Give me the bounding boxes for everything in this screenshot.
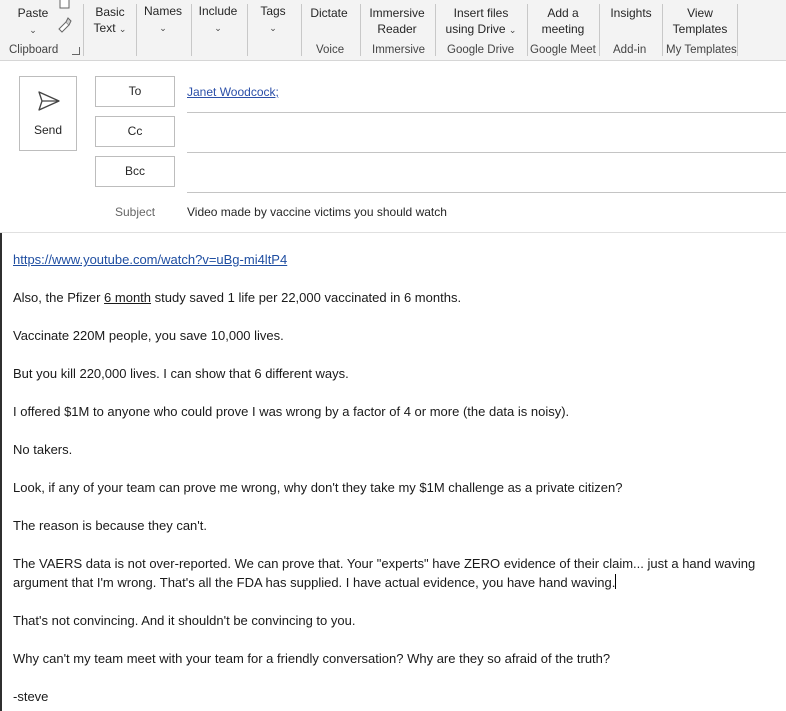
subject-input[interactable]: Video made by vaccine victims you should watch [187,205,447,219]
p8-text: The VAERS data is not over-reported. We can prove that. Your "experts" have ZERO evidence of their claim... just a hand waving argument that I'm wrong. That's all the FDA has supplied. I have actual evidence, you have hand waving. [13,556,756,590]
insert-files-drive-button[interactable] [440,5,522,38]
body-paragraph-3: But you kill 220,000 lives. I can show that 6 different ways. [13,366,349,381]
divider [191,4,192,56]
group-label-add-in: Add-in [613,44,647,56]
divider [435,4,436,56]
to-field-underline[interactable] [187,112,786,113]
text-cursor [615,574,616,589]
send-button[interactable] [19,76,77,151]
basic-text-label-2: Text [93,21,116,35]
body-paragraph-8 [13,554,783,592]
signature: -steve [13,689,49,704]
send-icon [38,91,60,111]
cc-field-underline[interactable] [187,152,786,153]
divider [247,4,248,56]
clipboard-launcher-icon[interactable] [72,47,80,55]
divider [301,4,302,56]
immersive-reader-button[interactable] [364,5,430,37]
group-label-voice: Voice [316,44,345,56]
insert-files-label-2: using Drive [445,22,506,36]
insights-label: Insights [610,6,652,20]
dictate-label: Dictate [310,6,348,20]
group-label-clipboard: Clipboard [9,44,59,56]
body-link-paragraph [13,250,783,269]
insights-button[interactable] [604,5,658,21]
send-label: Send [33,123,63,137]
names-label: Names [143,4,182,18]
divider [83,4,84,56]
tags-button[interactable] [252,3,294,36]
add-meeting-button[interactable] [532,5,594,37]
copy-icon[interactable] [58,0,72,10]
paste-label: Paste [17,6,49,20]
divider [136,4,137,56]
body-paragraph-1 [13,288,783,307]
group-label-my-templates: My Templates [666,44,737,56]
view-templates-button[interactable] [666,5,734,37]
body-paragraph-5: No takers. [13,442,73,457]
ribbon [0,0,786,61]
chevron-down-icon: ⌄ [29,25,37,35]
add-meeting-label-2: meeting [541,22,585,36]
names-button[interactable] [140,3,186,36]
bcc-field-underline[interactable] [187,192,786,193]
add-meeting-label-1: Add a [547,6,579,20]
divider [662,4,663,56]
chevron-down-icon: ⌄ [269,23,277,33]
to-button[interactable]: To [95,76,175,107]
insert-files-label-1: Insert files [453,6,509,20]
chevron-down-icon: ⌄ [159,23,167,33]
bcc-button[interactable]: Bcc [95,156,175,187]
divider [599,4,600,56]
compose-header [0,61,786,233]
include-label: Include [198,4,238,18]
divider [360,4,361,56]
p1-start: Also, the Pfizer [13,290,105,305]
body-paragraph-9: That's not convincing. And it shouldn't be convincing to you. [13,613,356,628]
divider [737,4,738,56]
youtube-link[interactable]: https://www.youtube.com/watch?v=uBg-mi4ltP4 [13,252,288,267]
format-painter-icon[interactable] [56,17,72,33]
body-paragraph-2: Vaccinate 220M people, you save 10,000 lives. [13,328,284,343]
p1-end: study saved 1 life per 22,000 vaccinated in 6 months. [151,290,462,305]
p1-underlined: 6 month [104,290,152,305]
include-button[interactable] [195,3,241,36]
basic-text-label-1: Basic [95,5,125,19]
body-paragraph-7: The reason is because they can't. [13,518,207,533]
basic-text-button[interactable] [88,4,132,37]
group-label-immersive: Immersive [372,44,426,56]
body-paragraph-10: Why can't my team meet with your team for a friendly conversation? Why are they so afraid of the truth? [13,651,611,666]
group-label-google-drive: Google Drive [447,44,515,56]
subject-label: Subject [115,205,156,219]
immersive-reader-label-1: Immersive [369,6,425,20]
body-paragraph-4: I offered $1M to anyone who could prove I was wrong by a factor of 4 or more (the data is noisy). [13,404,570,419]
group-label-google-meet: Google Meet [530,44,596,56]
message-body[interactable] [13,250,783,706]
body-paragraph-6: Look, if any of your team can prove me wrong, why don't they take my $1M challenge as a private citizen? [13,480,623,495]
divider [527,4,528,56]
cc-button[interactable]: Cc [95,116,175,147]
view-templates-label-2: Templates [672,22,728,36]
view-templates-label-1: View [687,6,713,20]
chevron-down-icon: ⌄ [214,23,222,33]
immersive-reader-label-2: Reader [377,22,417,36]
dictate-button[interactable] [306,5,352,21]
to-recipient[interactable]: Janet Woodcock; [187,85,279,99]
chevron-down-icon: ⌄ [508,25,517,35]
chevron-down-icon: ⌄ [118,24,127,34]
paste-button[interactable] [14,5,52,38]
tags-label: Tags [260,4,286,18]
